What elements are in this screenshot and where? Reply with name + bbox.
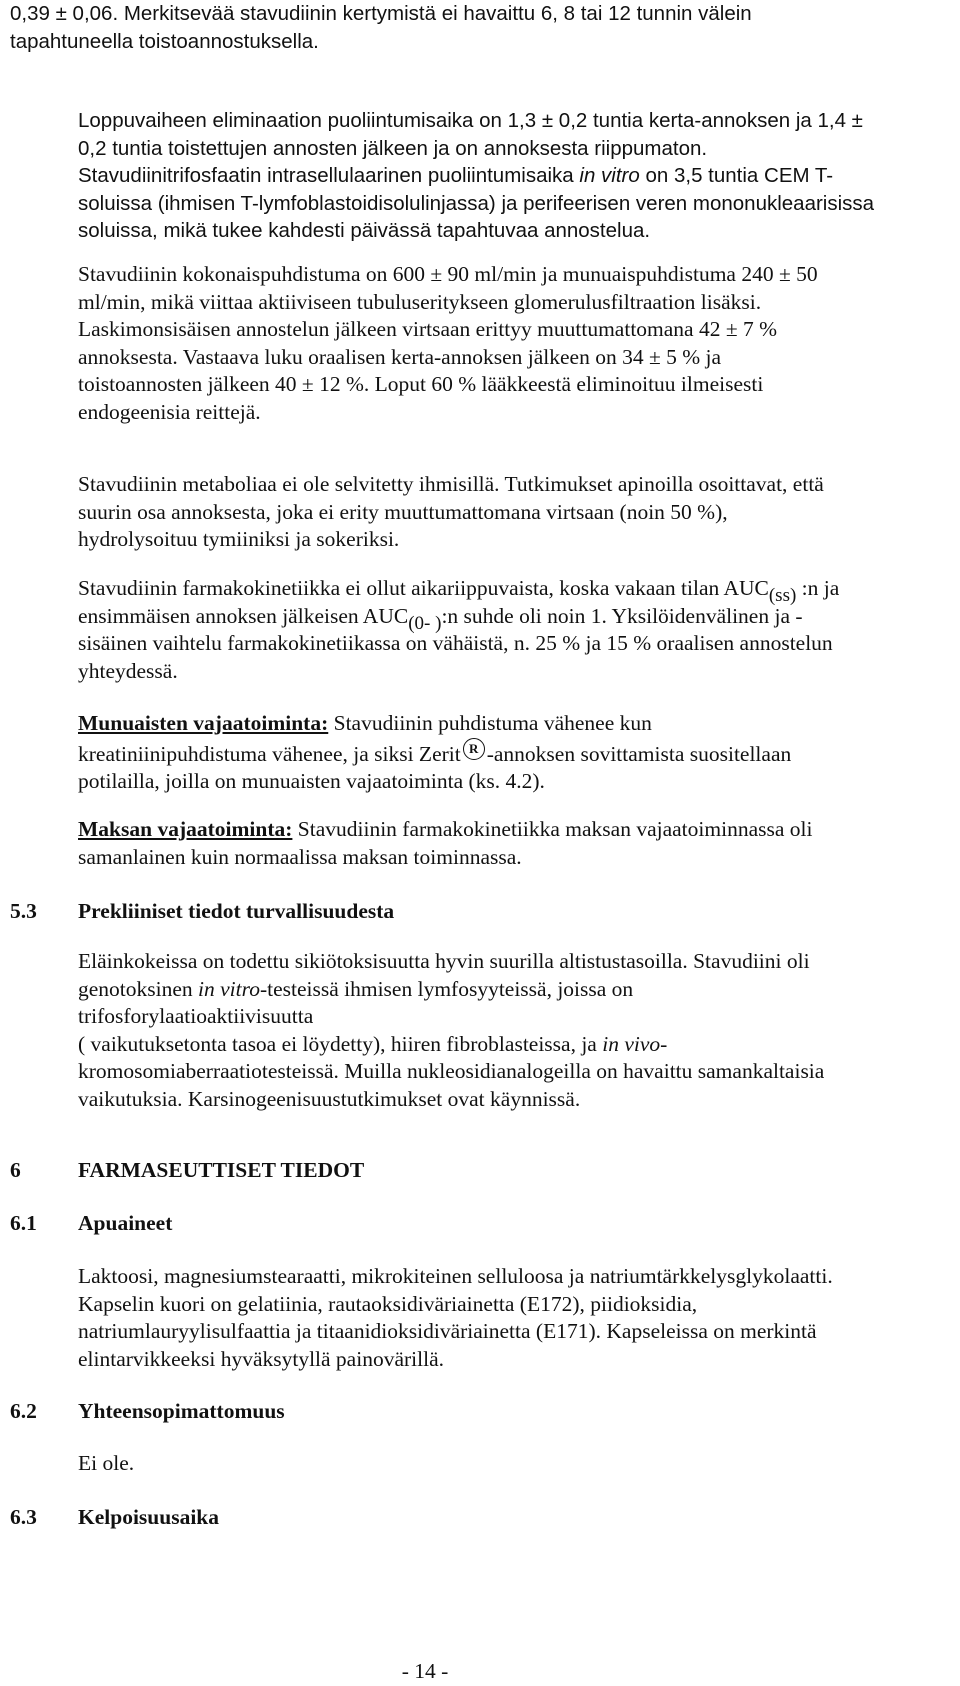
text-line: 0,39 ± 0,06. Merkitsevää stavudiinin kertymistä ei havaittu 6, 8 tai 12 tunnin välein	[10, 2, 752, 25]
text-line: Munuaisten vajaatoiminta: Stavudiinin puhdistuma vähenee kun	[78, 711, 652, 735]
text-line: tapahtuneella toistoannostuksella.	[10, 29, 319, 53]
paragraph-hepatic-impairment	[78, 816, 938, 871]
text-line: Loppuvaiheen eliminaation puoliintumisaika on 1,3 ± 0,2 tuntia kerta-annoksen ja 1,4 ±	[78, 109, 863, 132]
text-line: Stavudiinin kokonaispuhdistuma on 600 ± 90 ml/min ja munuaispuhdistuma 240 ± 50	[78, 262, 818, 286]
text-line: vaikutuksia. Karsinogeenisuustutkimukset ovat käynnissä.	[78, 1086, 581, 1111]
text-line: genotoksinen in vitro-testeissä ihmisen lymfosyyteissä, joissa on	[78, 976, 634, 1001]
hepatic-label: Maksan vajaatoiminta:	[78, 817, 293, 841]
section-number-6: 6	[10, 1158, 21, 1182]
paragraph-pharmacokinetics	[78, 575, 938, 685]
section-number-5-3: 5.3	[10, 899, 37, 923]
text-line: 0,2 tuntia toistettujen annosten jälkeen ja on annoksesta riippumaton.	[78, 136, 708, 160]
text-line: kreatiniinipuhdistuma vähenee, ja siksi Zerit R -annoksen sovittamista suositellaan	[78, 738, 938, 769]
paragraph-metabolism	[78, 471, 938, 554]
text-line: suurin osa annoksesta, joka ei erity muuttumattomana virtsaan (noin 50 %),	[78, 499, 728, 524]
paragraph-incompatibilities: Ei ole.	[78, 1451, 135, 1475]
text-line: trifosforylaatioaktiivisuutta	[78, 1004, 314, 1029]
section-number-6-2: 6.2	[10, 1399, 37, 1423]
registered-mark-icon: R	[463, 738, 485, 760]
text-line: natriumlauryylisulfaattia ja titaanidioksidiväriainetta (E171). Kapseleissa on merkintä	[78, 1319, 817, 1344]
paragraph-clearance	[78, 261, 938, 427]
paragraph-excipients	[78, 1263, 938, 1373]
section-title-6-2: Yhteensopimattomuus	[78, 1399, 285, 1423]
text-line: ensimmäisen annoksen jälkeisen $AUC_{(0- )}:n$ suhde oli noin 1. Yksilöidenvälinen ja -	[78, 603, 803, 634]
text-line: Stavudiinin metaboliaa ei ole selvitetty ihmisillä. Tutkimukset apinoilla osoittavat, että	[78, 472, 824, 496]
text-line: ml/min, mikä viittaa aktiiviseen tubuluseritykseen glomerulusfiltraation lisäksi.	[78, 289, 762, 314]
text-line: endogeenisia reittejä.	[78, 399, 261, 424]
text-line: samanlainen kuin normaalissa maksan toiminnassa.	[78, 844, 522, 869]
text-line: soluissa (ihmisen T-lymfoblastoidisolulinjassa) ja perifeerisen veren mononukleaarisissa	[78, 191, 875, 215]
section-title-6-3: Kelpoisuusaika	[78, 1505, 219, 1529]
text-line: yhteydessä.	[78, 658, 178, 683]
paragraph-preclinical	[78, 948, 938, 1114]
text-line: Stavudiinitrifosfaatin intrasellulaarinen puoliintumisaika in vitro on 3,5 tuntia CEM T-	[78, 164, 834, 187]
text-line: Laskimonsisäisen annostelun jälkeen virtsaan erittyy muuttumattomana 42 ± 7 %	[78, 317, 778, 342]
text-line: Maksan vajaatoiminta: Stavudiinin farmakokinetiikka maksan vajaatoiminnassa oli	[78, 817, 813, 841]
section-title-5-3: Prekliiniset tiedot turvallisuudesta	[78, 899, 395, 923]
text-line: Stavudiinin farmakokinetiikka ei ollut aikariippuvaista, koska vakaan tilan $AUC_{(ss)}$ :n ja	[78, 576, 840, 606]
text-line: potilailla, joilla on munuaisten vajaatoiminta (ks. 4.2).	[78, 769, 545, 794]
paragraph-elimination	[78, 107, 950, 245]
text-line: hydrolysoituu tymiiniksi ja sokeriksi.	[78, 527, 400, 552]
text-line: soluissa, mikä tukee kahdesti päivässä tapahtuvaa annostelua.	[78, 219, 651, 242]
text-line: toistoannosten jälkeen 40 ± 12 %. Loput 60 % lääkkeestä eliminoituu ilmeisesti	[78, 372, 764, 397]
paragraph-renal-impairment	[78, 710, 938, 796]
paragraph-accumulation	[10, 0, 752, 55]
text-line: Eläinkokeissa on todettu sikiötoksisuutta hyvin suurilla altistustasoilla. Stavudiini oli	[78, 949, 810, 973]
section-number-6-3: 6.3	[10, 1505, 37, 1529]
page-number: - 14 -	[401, 1659, 449, 1683]
section-number-6-1: 6.1	[10, 1211, 37, 1235]
text-line: kromosomiaberraatiotesteissä. Muilla nukleosidianalogeilla on havaittu samankaltaisia	[78, 1059, 825, 1084]
section-title-6-1: Apuaineet	[78, 1211, 173, 1235]
section-title-6: FARMASEUTTISET TIEDOT	[78, 1158, 365, 1182]
text-line: Kapselin kuori on gelatiinia, rautaoksidiväriainetta (E172), piidioksidia,	[78, 1291, 698, 1316]
text-line: sisäinen vaihtelu farmakokinetiikassa on vähäistä, n. 25 % ja 15 % oraalisen annostelun	[78, 631, 833, 656]
text-line: annoksesta. Vastaava luku oraalisen kerta-annoksen jälkeen on 34 ± 5 % ja	[78, 344, 722, 369]
text-line: elintarvikkeeksi hyväksytyllä painovärillä.	[78, 1346, 444, 1371]
text-line: ( vaikutuksetonta tasoa ei löydetty), hiiren fibroblasteissa, ja in vivo-	[78, 1031, 668, 1056]
renal-label: Munuaisten vajaatoiminta:	[78, 711, 329, 735]
text-line: Laktoosi, magnesiumstearaatti, mikrokiteinen selluloosa ja natriumtärkkelysglykolaatti.	[78, 1264, 833, 1288]
